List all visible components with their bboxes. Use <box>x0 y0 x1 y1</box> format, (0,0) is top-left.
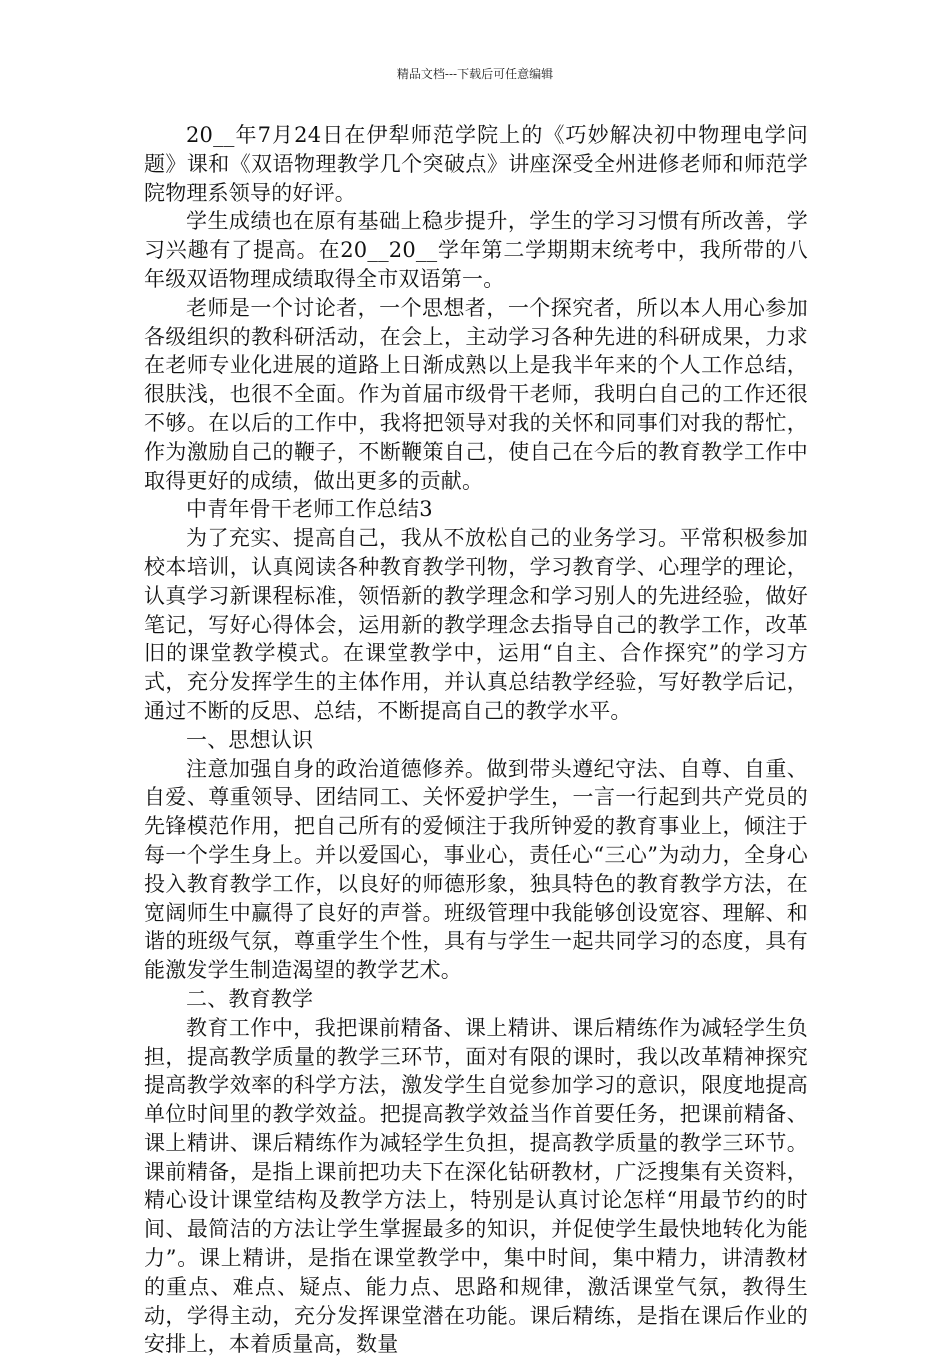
heading-education-teaching: 二、教育教学 <box>186 986 314 1011</box>
page-header: 精品文档---下载后可任意编辑 <box>396 67 554 81</box>
paragraph-moral-cultivation: 注意加强自身的政治道德修养。做到带头遵纪守法、自尊、自重、自爱、尊重领导、团结同工、关怀爱护学生，一言一行起到共产党员的先锋模范作用，把自己所有的爱倾注于我所钟爱的教育事业上，倾注于每一个学生身上。并以爱国心，事业心，责任心“三心”为动力，全身心投入教育教学工作，以良好的师德形象，独具特色的教育教学方法，在宽阔师生中赢得了良好的声誉。班级管理中我能够创设宽容、理解、和谐的班级气氛，尊重学生个性，具有与学生一起共同学习的态度，具有能激发学生制造渴望的教学艺术。 <box>144 756 808 983</box>
section-title-summary-3: 中青年骨干老师工作总结3 <box>186 497 433 522</box>
paragraph-teacher-research: 老师是一个讨论者，一个思想者，一个探究者，所以本人用心参加各级组织的教科研活动，在会上，主动学习各种先进的科研成果，力求在老师专业化进展的道路上日渐成熟以上是我半年来的个人工作总结，很肤浅，也很不全面。作为首届市级骨干老师，我明白自己的工作还很不够。在以后的工作中，我将把领导对我的关怀和同事们对我的帮忙，作为激励自己的鞭子，不断鞭策自己，使自己在今后的教育教学工作中取得更好的成绩，做出更多的贡献。 <box>144 295 808 493</box>
paragraph-self-study: 为了充实、提高自己，我从不放松自己的业务学习。平常积极参加校本培训，认真阅读各种教育教学刊物，学习教育学、心理学的理论，认真学习新课程标准，领悟新的教学理念和学习别人的先进经验，做好笔记，写好心得体会，运用新的教学理念去指导自己的教学工作，改革旧的课堂教学模式。在课堂教学中，运用“自主、合作探究”的学习方式，充分发挥学生的主体作用，并认真总结教学经验，写好教学后记，通过不断的反思、总结，不断提高自己的教学水平。 <box>144 526 808 723</box>
document-body <box>144 121 808 1359</box>
paragraph-lecture-praise: 20__年7月24日在伊犁师范学院上的《巧妙解决初中物理电学问题》课和《双语物理教学几个突破点》讲座深受全州进修老师和师范学院物理系领导的好评。 <box>144 123 808 205</box>
heading-ideology: 一、思想认识 <box>186 727 314 752</box>
paragraph-student-results: 学生成绩也在原有基础上稳步提升，学生的学习习惯有所改善，学习兴趣有了提高。在20__20__学年第二学期期末统考中，我所带的八年级双语物理成绩取得全市双语第一。 <box>144 209 808 291</box>
paragraph-teaching-work: 教育工作中，我把课前精备、课上精讲、课后精练作为减轻学生负担，提高教学质量的教学三环节，面对有限的课时，我以改革精神探究提高教学效率的科学方法，激发学生自觉参加学习的意识，限度地提高单位时间里的教学效益。把提高教学效益当作首要任务，把课前精备、课上精讲、课后精练作为减轻学生负担，提高教学质量的教学三环节。课前精备，是指上课前把功夫下在深化钻研教材，广泛搜集有关资料，精心设计课堂结构及教学方法上，特别是认真讨论怎样“用最节约的时间、最简洁的方法让学生掌握最多的知识，并促使学生最快地转化为能力”。课上精讲，是指在课堂教学中，集中时间，集中精力，讲清教材的重点、难点、疑点、能力点、思路和规律，激活课堂气氛，教得生动，学得主动，充分发挥课堂潜在功能。课后精练，是指在课后作业的安排上，本着质量高，数量 <box>144 1015 808 1357</box>
